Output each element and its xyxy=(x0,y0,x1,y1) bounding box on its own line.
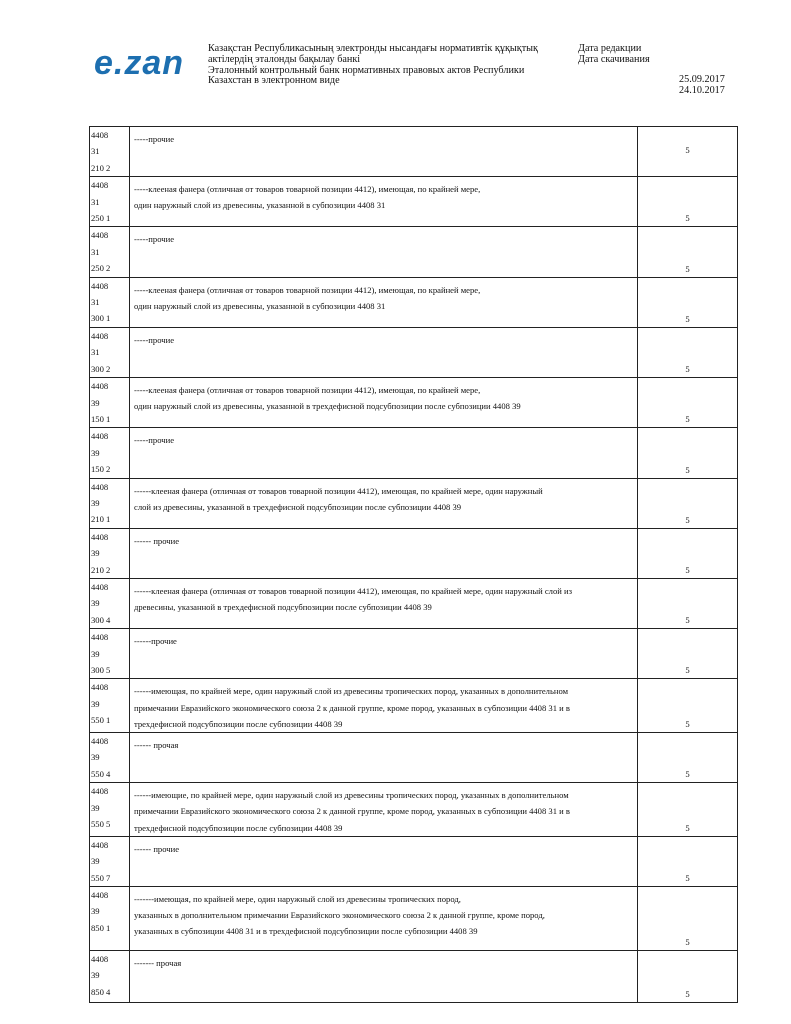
table-row xyxy=(90,679,738,733)
hs-code-cell xyxy=(90,733,130,783)
table-row xyxy=(90,478,738,528)
description-line: указанных в дополнительном примечании Евразийского экономического союза 2 к данной группе, кроме пород, xyxy=(134,910,545,921)
hs-code-part: 4408 xyxy=(91,230,109,241)
hs-code-part: 39 xyxy=(91,548,100,559)
hs-code-cell xyxy=(90,127,130,177)
hs-code-part: 850 4 xyxy=(91,986,111,997)
ezan-logo xyxy=(94,44,184,83)
hs-code-part: 4408 xyxy=(91,786,109,797)
table-row xyxy=(90,428,738,478)
hs-code-cell xyxy=(90,528,130,578)
hs-code-part: 39 xyxy=(91,447,100,458)
table-row xyxy=(90,951,738,1003)
hs-code-part: 4408 xyxy=(91,481,109,492)
hs-code-cell xyxy=(90,327,130,377)
hs-code-part: 31 xyxy=(91,347,100,358)
description-cell xyxy=(130,629,638,679)
description-line: ------ прочие xyxy=(134,843,180,854)
description-cell xyxy=(130,378,638,428)
hs-code-part: 39 xyxy=(91,802,100,813)
description-line: -----клееная фанера (отличная от товаров товарной позиции 4412), имеющая, по крайней мере, xyxy=(134,184,481,195)
hs-code-part: 4408 xyxy=(91,632,109,643)
description-line: -----клееная фанера (отличная от товаров товарной позиции 4412), имеющая, по крайней мере, xyxy=(134,385,481,396)
hs-code-cell xyxy=(90,428,130,478)
hs-code-part: 39 xyxy=(91,856,100,867)
hs-code-part: 39 xyxy=(91,698,100,709)
description-cell xyxy=(130,679,638,733)
header-line-1: Казақстан Республикасының электронды нысандағы нормативтік құқықтық xyxy=(208,43,538,54)
header-line-3: Эталонный контрольный банк нормативных правовых актов Республики xyxy=(208,64,525,76)
hs-code-part: 39 xyxy=(91,906,100,917)
hs-code-part: 4408 xyxy=(91,736,109,747)
hs-code-part: 550 7 xyxy=(91,872,111,883)
hs-code-part: 550 5 xyxy=(91,819,111,830)
hs-code-cell xyxy=(90,578,130,628)
rate-cell: 5 xyxy=(638,277,738,327)
description-line: -------имеющая, по крайней мере, один наружный слой из древесины тропических пород, xyxy=(134,894,461,905)
header-line-4: Казахстан в электронном виде xyxy=(208,75,340,87)
header-title xyxy=(208,44,558,87)
hs-code-cell xyxy=(90,177,130,227)
edit-date-label: Дата редакции xyxy=(578,43,642,54)
description-line: трехдефисной подсубпозиции после субпозиции 4408 39 xyxy=(134,822,343,833)
hs-code-part: 39 xyxy=(91,752,100,763)
hs-code-part: 4408 xyxy=(91,581,109,592)
rate-cell: 5 xyxy=(638,783,738,837)
description-line: древесины, указанной в трехдефисной подсубпозиции после субпозиции 4408 39 xyxy=(134,602,432,613)
hs-code-part: 300 4 xyxy=(91,614,111,625)
description-cell xyxy=(130,951,638,1003)
description-cell xyxy=(130,528,638,578)
hs-code-part: 4408 xyxy=(91,180,109,191)
hs-code-part: 31 xyxy=(91,196,100,207)
header-line-2: актілердің эталонды бақылау банкі xyxy=(208,53,361,65)
hs-code-part: 4408 xyxy=(91,682,109,693)
description-line: один наружный слой из древесины, указанной в трехдефисной подсубпозиции после субпозиции 4408 39 xyxy=(134,401,521,412)
description-line: ------ прочие xyxy=(134,535,180,546)
header-meta-labels xyxy=(578,44,650,66)
hs-code-part: 4408 xyxy=(91,954,109,965)
hs-code-cell xyxy=(90,783,130,837)
table-row xyxy=(90,177,738,227)
hs-code-part: 4408 xyxy=(91,890,109,901)
table-row xyxy=(90,887,738,951)
hs-code-part: 150 2 xyxy=(91,464,111,475)
description-cell xyxy=(130,836,638,886)
rate-cell: 5 xyxy=(638,227,738,277)
hs-code-part: 39 xyxy=(91,598,100,609)
hs-code-cell xyxy=(90,836,130,886)
description-cell xyxy=(130,733,638,783)
table-row xyxy=(90,783,738,837)
hs-code-part: 39 xyxy=(91,648,100,659)
hs-code-part: 39 xyxy=(91,497,100,508)
hs-code-cell xyxy=(90,951,130,1003)
hs-code-part: 210 2 xyxy=(91,162,111,173)
description-cell xyxy=(130,327,638,377)
description-cell xyxy=(130,177,638,227)
rate-cell: 5 xyxy=(638,578,738,628)
hs-code-part: 4408 xyxy=(91,130,109,140)
description-cell xyxy=(130,127,638,177)
table-row xyxy=(90,528,738,578)
table-row xyxy=(90,378,738,428)
hs-code-part: 4408 xyxy=(91,381,109,392)
description-line: -----прочие xyxy=(134,334,175,345)
hs-code-cell xyxy=(90,478,130,528)
rate-cell: 5 xyxy=(638,177,738,227)
description-line: примечании Евразийского экономического союза 2 к данной группе, кроме пород, указанных в субпозиции 4408 31 и в xyxy=(134,806,570,817)
hs-code-part: 4408 xyxy=(91,431,109,442)
table-row xyxy=(90,127,738,177)
hs-code-part: 4408 xyxy=(91,280,109,291)
hs-code-part: 4408 xyxy=(91,531,109,542)
hs-code-cell xyxy=(90,887,130,951)
hs-code-part: 210 1 xyxy=(91,514,111,525)
description-line: примечании Евразийского экономического союза 2 к данной группе, кроме пород, указанных в субпозиции 4408 31 и в xyxy=(134,702,570,713)
download-date-label: Дата скачивания xyxy=(578,53,650,65)
header-dates xyxy=(679,75,725,97)
table-row xyxy=(90,629,738,679)
description-line: -----прочие xyxy=(134,134,175,144)
description-line: ------- прочая xyxy=(134,958,182,969)
description-line: ------имеющие, по крайней мере, один наружный слой из древесины тропических пород, указанных в дополнительном xyxy=(134,790,569,801)
description-line: -----прочие xyxy=(134,435,175,446)
description-cell xyxy=(130,227,638,277)
hs-code-part: 39 xyxy=(91,397,100,408)
table-row xyxy=(90,327,738,377)
description-line: ------имеющая, по крайней мере, один наружный слой из древесины тропических пород, указанных в дополнительном xyxy=(134,686,569,697)
rate-cell: 5 xyxy=(638,428,738,478)
hs-code-part: 550 1 xyxy=(91,715,111,726)
rate-cell: 5 xyxy=(638,378,738,428)
hs-code-part: 31 xyxy=(91,297,100,308)
rate-cell: 5 xyxy=(638,836,738,886)
hs-code-part: 550 4 xyxy=(91,768,111,779)
description-line: ------прочие xyxy=(134,636,177,647)
hs-code-part: 39 xyxy=(91,970,100,981)
description-line: ------клееная фанера (отличная от товаров товарной позиции 4412), имеющая, по крайней мере, один наружный слой из xyxy=(134,585,572,596)
hs-code-part: 850 1 xyxy=(91,922,111,933)
hs-code-cell xyxy=(90,378,130,428)
logo-part1: e. xyxy=(94,44,125,82)
rate-cell: 5 xyxy=(638,478,738,528)
table-row xyxy=(90,836,738,886)
description-cell xyxy=(130,783,638,837)
hs-code-cell xyxy=(90,227,130,277)
hs-code-part: 250 1 xyxy=(91,213,111,224)
tariff-table xyxy=(89,126,738,1003)
hs-code-part: 4408 xyxy=(91,330,109,341)
hs-code-cell xyxy=(90,277,130,327)
description-cell xyxy=(130,578,638,628)
hs-code-part: 210 2 xyxy=(91,564,111,575)
description-line: ------ прочая xyxy=(134,740,179,751)
description-cell xyxy=(130,478,638,528)
rate-cell: 5 xyxy=(638,629,738,679)
description-line: указанных в субпозиции 4408 31 и в трехдефисной подсубпозиции после субпозиции 4408 39 xyxy=(134,926,478,937)
description-line: -----клееная фанера (отличная от товаров товарной позиции 4412), имеющая, по крайней мере, xyxy=(134,284,481,295)
document-header xyxy=(0,0,791,110)
description-cell xyxy=(130,887,638,951)
description-line: слой из древесины, указанной в трехдефисной подсубпозиции после субпозиции 4408 39 xyxy=(134,501,462,512)
description-line: трехдефисной подсубпозиции после субпозиции 4408 39 xyxy=(134,718,343,729)
hs-code-part: 31 xyxy=(91,146,100,157)
description-line: один наружный слой из древесины, указанной в субпозиции 4408 31 xyxy=(134,300,386,311)
description-line: один наружный слой из древесины, указанной в субпозиции 4408 31 xyxy=(134,200,386,211)
rate-cell: 5 xyxy=(638,528,738,578)
logo-part2: zan xyxy=(124,44,185,82)
download-date-value: 24.10.2017 xyxy=(679,84,725,96)
hs-code-part: 300 1 xyxy=(91,313,111,324)
table-row xyxy=(90,277,738,327)
table-row xyxy=(90,733,738,783)
rate-cell: 5 xyxy=(638,951,738,1003)
rate-cell: 5 xyxy=(638,733,738,783)
rate-cell: 5 xyxy=(638,679,738,733)
hs-code-part: 300 5 xyxy=(91,665,111,675)
hs-code-cell xyxy=(90,679,130,733)
table-row xyxy=(90,578,738,628)
description-line: ------клееная фанера (отличная от товаров товарной позиции 4412), имеющая, по крайней мере, один наружный xyxy=(134,485,543,496)
description-line: -----прочие xyxy=(134,234,175,245)
hs-code-part: 4408 xyxy=(91,839,109,850)
hs-code-part: 250 2 xyxy=(91,263,111,274)
description-cell xyxy=(130,428,638,478)
hs-code-part: 150 1 xyxy=(91,413,111,424)
description-cell xyxy=(130,277,638,327)
hs-code-cell xyxy=(90,629,130,679)
table-row xyxy=(90,227,738,277)
hs-code-part: 300 2 xyxy=(91,363,111,374)
edit-date-value: 25.09.2017 xyxy=(679,74,725,85)
rate-cell: 5 xyxy=(638,887,738,951)
rate-cell: 5 xyxy=(638,127,738,177)
rate-cell: 5 xyxy=(638,327,738,377)
hs-code-part: 31 xyxy=(91,246,100,257)
